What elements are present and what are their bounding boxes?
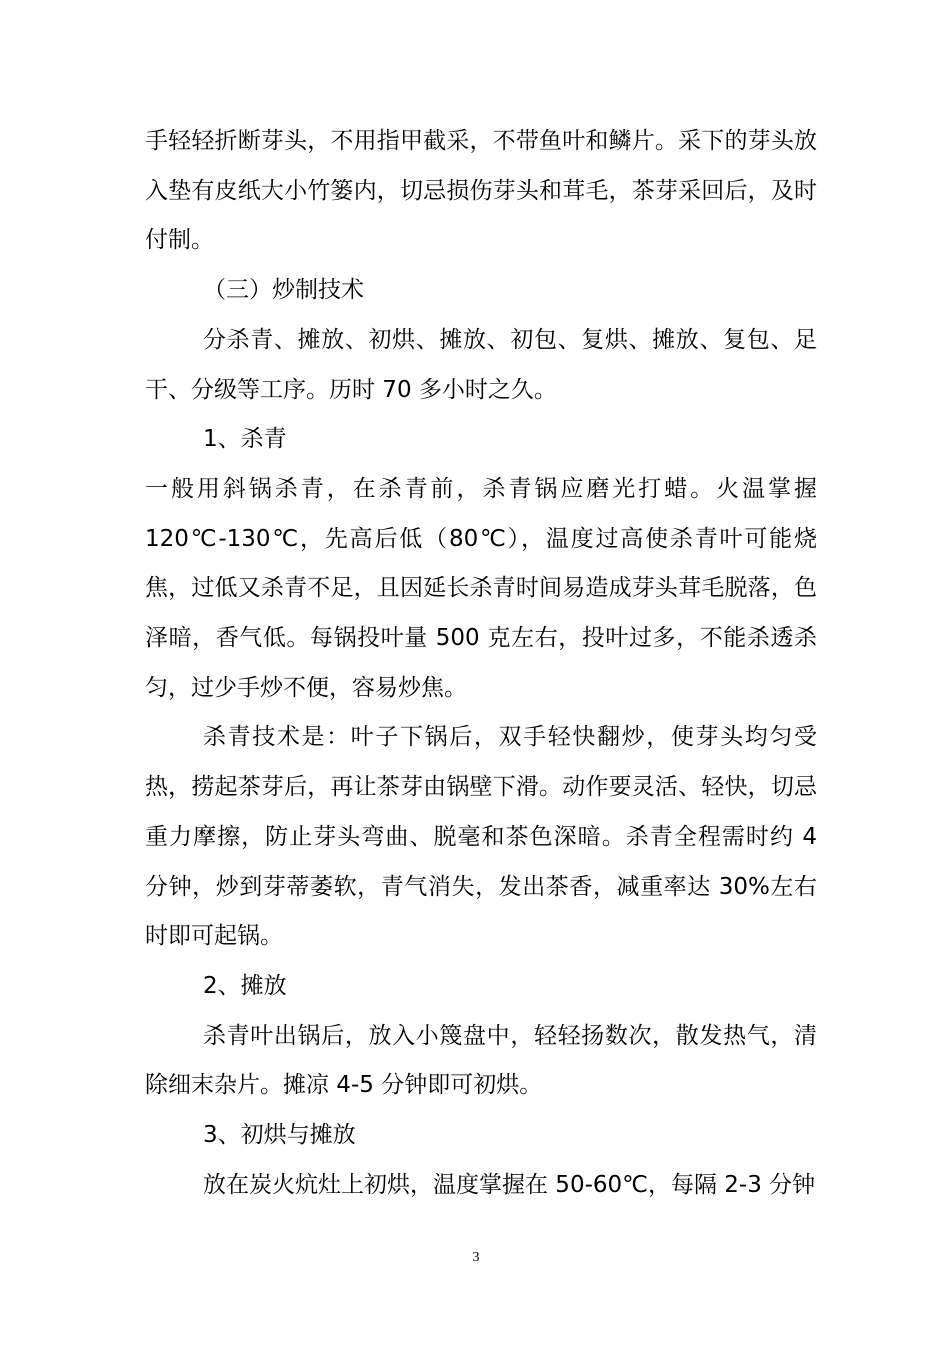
step-heading-spreading: 2、摊放 <box>203 972 287 999</box>
section-heading-processing: （三）炒制技术 <box>203 277 364 304</box>
paragraph-spreading: 杀青叶出锅后，放入小篾盘中，轻轻扬数次，散发热气，清除细末杂片。摊凉 4-5 分钟即可初烘。 <box>145 1022 817 1099</box>
page-number: 3 <box>472 1250 480 1265</box>
document-body <box>145 117 817 1210</box>
paragraph-fixing-temperature: 一般用斜锅杀青，在杀青前，杀青锅应磨光打蜡。火温掌握 120℃-130℃，先高后低（80℃），温度过高使杀青叶可能烧焦，过低又杀青不足，且因延长杀青时间易造成芽头茸毛脱落，色泽暗，香气低。每锅投叶量 500 克左右，投叶过多，不能杀透杀匀，过少手炒不便，容易炒焦。 <box>145 475 817 701</box>
step-heading-fixing: 1、杀青 <box>203 426 287 453</box>
paragraph-process-overview: 分杀青、摊放、初烘、摊放、初包、复烘、摊放、复包、足干、分级等工序。历时 70 多小时之久。 <box>145 326 817 403</box>
paragraph-first-drying: 放在炭火炕灶上初烘，温度掌握在 50-60℃，每隔 2-3 分钟 <box>203 1171 816 1198</box>
step-heading-first-drying: 3、初烘与摊放 <box>203 1122 356 1149</box>
paragraph-plucking-continued: 手轻轻折断芽头，不用指甲截采，不带鱼叶和鳞片。采下的芽头放入垫有皮纸大小竹篓内，切忌损伤芽头和茸毛，茶芽采回后，及时付制。 <box>145 128 817 254</box>
paragraph-fixing-technique: 杀青技术是：叶子下锅后，双手轻快翻炒，使芽头均匀受热，捞起茶芽后，再让茶芽由锅壁下滑。动作要灵活、轻快，切忌重力摩擦，防止芽头弯曲、脱毫和茶色深暗。杀青全程需时约 4 分钟，炒到芽蒂萎软，青气消失，发出茶香，减重率达 30%左右时即可起锅。 <box>145 724 817 950</box>
